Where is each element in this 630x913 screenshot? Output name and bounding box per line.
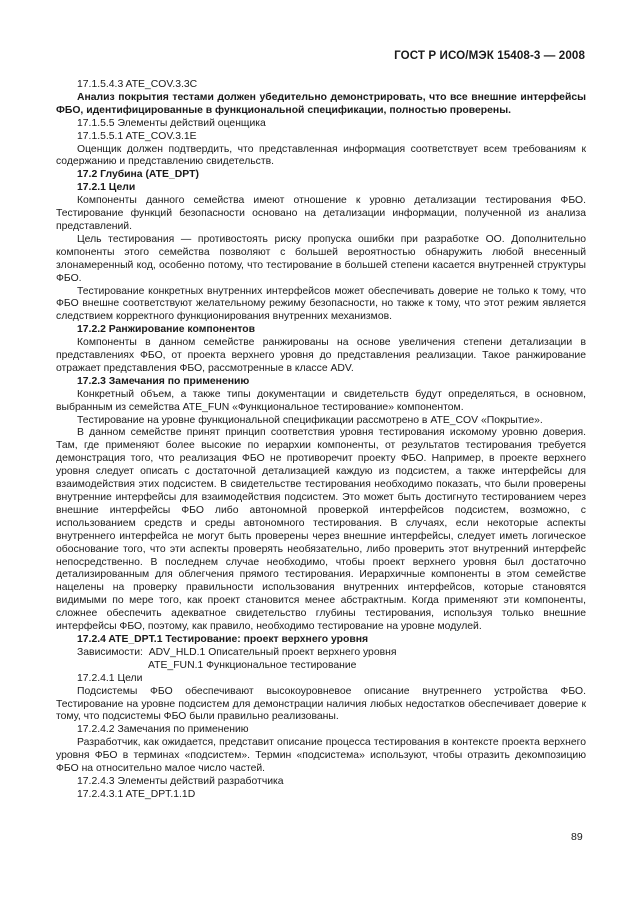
paragraph: Оценщик должен подтвердить, что представленная информация соответствует всем требованиям к содержанию и представлению свидетельств. xyxy=(56,143,586,168)
dependencies-label: Зависимости: xyxy=(77,646,143,658)
paragraph: 17.2.4.2 Замечания по применению xyxy=(77,724,249,736)
paragraph: 17.1.5.5.1 ATE_COV.3.1E xyxy=(77,130,197,142)
section-heading: 17.2.4 ATE_DPT.1 Тестирование: проект верхнего уровня xyxy=(77,633,369,645)
paragraph: Компоненты в данном семействе ранжированы на основе увеличения степени детализации в представлениях ФБО, от проекта верхнего уровня до представления реализации. Такое ранжирование отражает представления ФБО, рассмотренные в классе ADV. xyxy=(56,337,586,374)
paragraph: 17.2.4.1 Цели xyxy=(77,672,143,684)
dependencies-block xyxy=(56,647,586,673)
paragraph-group-2 xyxy=(56,673,586,802)
paragraph: 17.1.5.4.3 ATE_COV.3.3C xyxy=(77,79,198,90)
page-header: ГОСТ Р ИСО/МЭК 15408-3 — 2008 xyxy=(394,49,585,62)
paragraph: Конкретный объем, а также типы документации и свидетельств будут определяться, в основном, выбранным из семейства ATE_FUN «Функциональное тестирование» компонентом. xyxy=(56,388,586,413)
paragraph: Тестирование на уровне функциональной спецификации рассмотрено в ATE_COV «Покрытие». xyxy=(77,414,543,426)
section-heading: 17.2.1 Цели xyxy=(77,182,136,194)
section-heading: 17.2.2 Ранжирование компонентов xyxy=(77,324,256,336)
document-body xyxy=(56,79,586,802)
paragraph: Подсистемы ФБО обеспечивают высокоуровневое описание внутреннего устройства ФБО. Тестирование на уровне подсистем для демонстрации наличия любых недостатков обеспечивает доверие к тому, что подсистемы ФБО были правильно реализованы. xyxy=(56,685,586,723)
paragraph: 17.2.4.3.1 ATE_DPT.1.1D xyxy=(77,788,196,800)
section-heading: 17.2.3 Замечания по применению xyxy=(77,375,250,387)
paragraph: Разработчик, как ожидается, представит описание процесса тестирования в контексте проекта верхнего уровня ФБО в терминах «подсистем». Термин «подсистема» используют, чтобы отразить декомпозицию ФБО на относительно малое число частей. xyxy=(56,737,586,775)
dependency-2: ATE_FUN.1 Функциональное тестирование xyxy=(148,659,357,671)
paragraph-group-1 xyxy=(56,79,586,647)
paragraph: В данном семействе принят принцип соответствия уровня тестирования искомому уровню доверия. Там, где применяют более высокие по иерархии компоненты, от результатов тестирования требуется демонстрация того, что реализация ФБО не противоречит проекту ФБО. Например, в проекте верхнего уровня следует описать с достаточной детализацией каждую из подсистем, а также интерфейсы для взаимодействия этих подсистем. В свидетельстве тестирования необходимо показать, что были проверены внутренние интерфейсы для взаимодействия подсистем. Это может быть достигнуто тестированием через внешние интерфейсы ФБО либо автономной проверкой интерфейсов подсистем, возможно, с использованием средств и среды автономного тестирования. В случаях, если некоторые аспекты внутреннего интерфейса не могут быть проверены через внешние интерфейсы, следует иметь логическое обоснование того, что эти аспекты проверять необязательно, либо проверить этот внутренний интерфейс непосредственно. В последнем случае необходимо, чтобы проект верхнего уровня был достаточно детализированным для облегчения прямого тестирования. Иерархичные компоненты в этом семействе нацелены на проверку правильности использования внутренних интерфейсов, которые становятся видимыми по мере того, как проект становится менее абстрактным. Когда применяют эти компоненты, сложнее обеспечить адекватное свидетельство глубины тестирования, используя только внешние интерфейсы ФБО, поэтому, как правило, необходимо тестирование на уровне модулей. xyxy=(56,427,586,633)
paragraph: Тестирование конкретных внутренних интерфейсов может обеспечивать доверие не только к тому, что ФБО внешне соответствуют желательному режиму безопасности, но также к тому, что этот режим является следствием корректного функционирования внутренних механизмов. xyxy=(56,285,586,323)
paragraph: Компоненты данного семейства имеют отношение к уровню детализации тестирования ФБО. Тестирование функций безопасности основано на детализации информации, полученной из анализа представлений. xyxy=(56,195,586,232)
paragraph: 17.1.5.5 Элементы действий оценщика xyxy=(77,117,266,129)
page-number: 89 xyxy=(571,831,583,843)
section-heading: 17.2 Глубина (ATE_DPT) xyxy=(77,169,199,181)
section-heading: Анализ покрытия тестами должен убедительно демонстрировать, что все внешние интерфейсы ФБО, идентифицированные в функциональной спецификации, полностью проверены. xyxy=(56,91,586,116)
dependency-1: ADV_HLD.1 Описательный проект верхнего уровня xyxy=(148,646,397,658)
paragraph: Цель тестирования — противостоять риску пропуска ошибки при разработке ОО. Дополнительно компоненты этого семейства позволяют с большей вероятностью обнаружить любой внесенный злонамеренный код, особенно потому, что тестирование в большей степени касается внутренней структуры ФБО. xyxy=(56,233,586,284)
paragraph: 17.2.4.3 Элементы действий разработчика xyxy=(77,775,284,787)
